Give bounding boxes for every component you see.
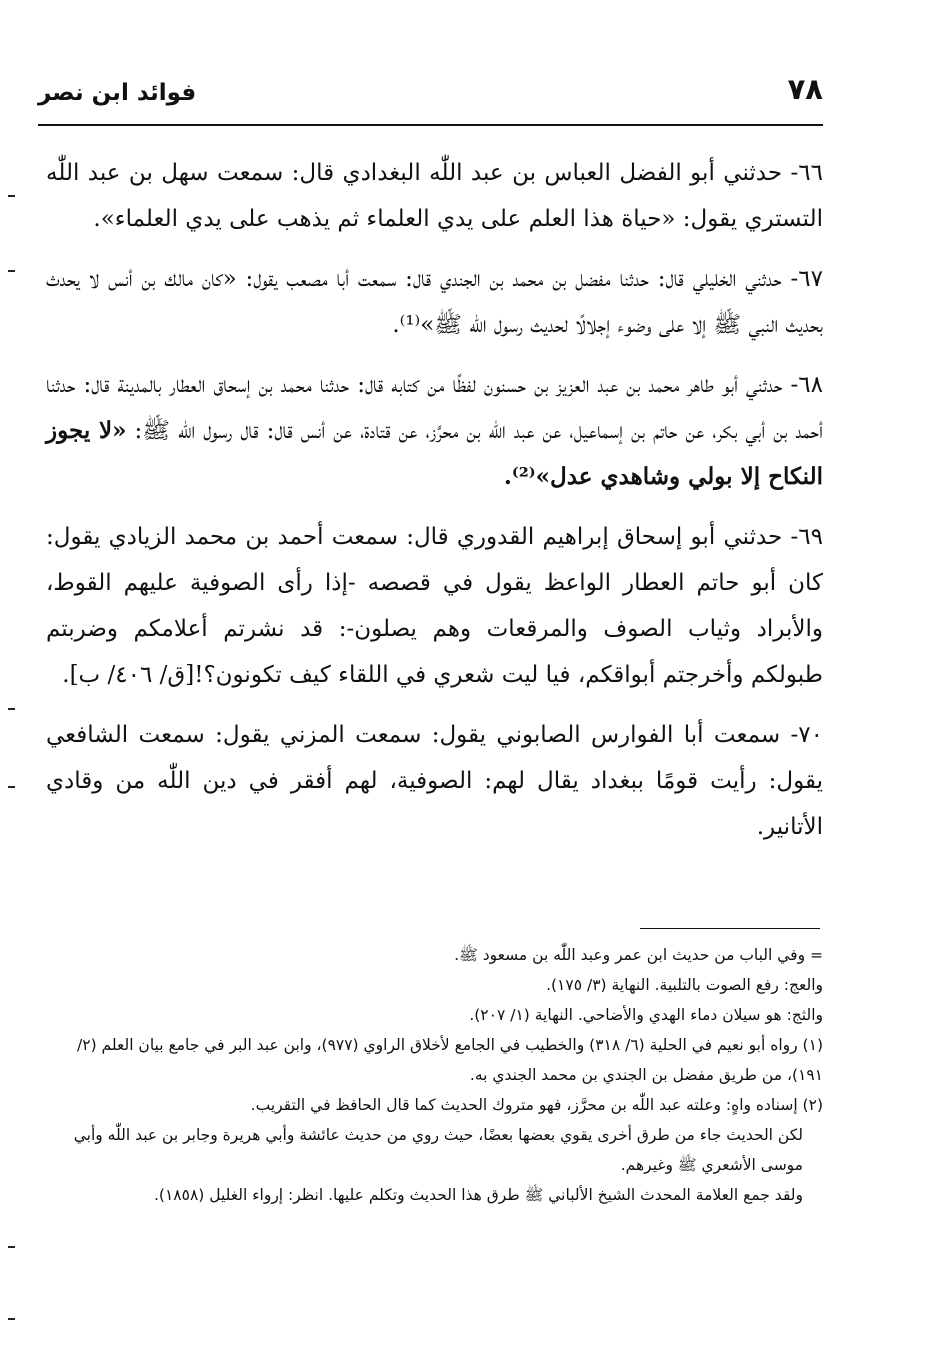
footnote-divider	[640, 928, 820, 929]
footnote-1: (١) رواه أبو نعيم في الحلية (٦/ ٣١٨) والخطيب في الجامع لأخلاق الراوي (٩٧٧)، وابن عبد البر في جامع بيان العلم (٢/ ١٩١)، من طريق مفضل بن الجندي بن محمد الجندي به.	[77, 1036, 823, 1084]
page-number: ٧٨	[787, 72, 823, 106]
hadith-quote: «لا يجوز النكاح إلا بولي وشاهدي عدل»⁽²⁾.	[46, 417, 823, 490]
margin-mark	[8, 270, 15, 272]
entry-67	[46, 256, 823, 348]
entry-text: ٦٧- حدثني الخليلي قال: حدثنا مفضل بن محمد بن الجندي قال: سمعت أبا مصعب يقول: «كان مالك بن أنس لا يحدث بحديث النبي ﷺ إلا على وضوء إجلالًا لحديث رسول اللّٰه ﷺ»⁽¹⁾.	[46, 266, 823, 338]
entry-text: ٧٠- سمعت أبا الفوارس الصابوني يقول: سمعت المزني يقول: سمعت الشافعي يقول: رأيت قومًا ببغداد يقال لهم: الصوفية، لهم أفقر في دين اللّٰه من وقادي الأتانير.	[46, 722, 823, 840]
margin-mark	[8, 708, 15, 710]
entry-66	[46, 150, 823, 242]
margin-mark	[8, 1246, 15, 1248]
running-title: فوائد ابن نصر	[38, 80, 197, 106]
footnote-gloss: والعج: رفع الصوت بالتلبية. النهاية (٣/ ١٧٥).	[546, 976, 823, 994]
footnotes	[46, 940, 823, 1210]
footnote-gloss: والثج: هو سيلان دماء الهدي والأضاحي. النهاية (١/ ٢٠٧).	[469, 1006, 823, 1024]
footnote-2: (٢) إسناده واهٍ: وعلته عبد اللّٰه بن محرَّز، فهو متروك الحديث كما قال الحافظ في التقريب.	[250, 1096, 823, 1114]
page-header	[38, 68, 823, 126]
entry-69	[46, 514, 823, 698]
margin-mark	[8, 786, 15, 788]
entry-text: ٦٨- حدثني أبو طاهر محمد بن عبد العزيز بن حسنون لفظًا من كتابه قال: حدثنا محمد بن إسحاق العطار بالمدينة قال: حدثنا أحمد بن أبي بكر، عن حاتم بن إسماعيل، عن عبد اللّٰه بن محرَّز، عن قتادة، عن أنس قال: قال رسول اللّٰه ﷺ:	[46, 372, 823, 444]
margin-mark	[8, 1318, 15, 1320]
entry-68	[46, 362, 823, 500]
footnote-2-continued: لكن الحديث جاء من طرق أخرى يقوي بعضها بعضًا، حيث روي من حديث عائشة وأبي هريرة وجابر بن عبد اللّٰه وأبي موسى الأشعري ﷺ وغيرهم.	[73, 1126, 803, 1174]
footnote-2-continued: ولقد جمع العلامة المحدث الشيخ الألباني ﷺ طرق هذا الحديث وتكلم عليها. انظر: إرواء الغليل (١٨٥٨).	[153, 1186, 803, 1204]
footnote-continuation: = وفي الباب من حديث ابن عمر وعبد اللّٰه بن مسعود ﷺ.	[454, 946, 823, 964]
margin-mark	[8, 195, 15, 197]
entry-text: ٦٩- حدثني أبو إسحاق إبراهيم القدوري قال: سمعت أحمد بن محمد الزيادي يقول: كان أبو حاتم العطار الواعظ يقول في قصصه -إذا رأى الصوفية عليهم القوط، والأبراد وثياب الصوف والمرقعات وهم يصلون-: قد نشرتم أعلامكم وضربتم طبولكم وأخرجتم أبواقكم، فيا ليت شعري في اللقاء كيف تكونون؟![ق/ ٤٠٦/ ب].	[46, 524, 823, 688]
entry-text: ٦٦- حدثني أبو الفضل العباس بن عبد اللّٰه البغدادي قال: سمعت سهل بن عبد اللّٰه التستري يقول: «حياة هذا العلم على يدي العلماء ثم يذهب على يدي العلماء».	[46, 160, 823, 232]
entry-70	[46, 712, 823, 850]
main-text	[46, 150, 823, 864]
